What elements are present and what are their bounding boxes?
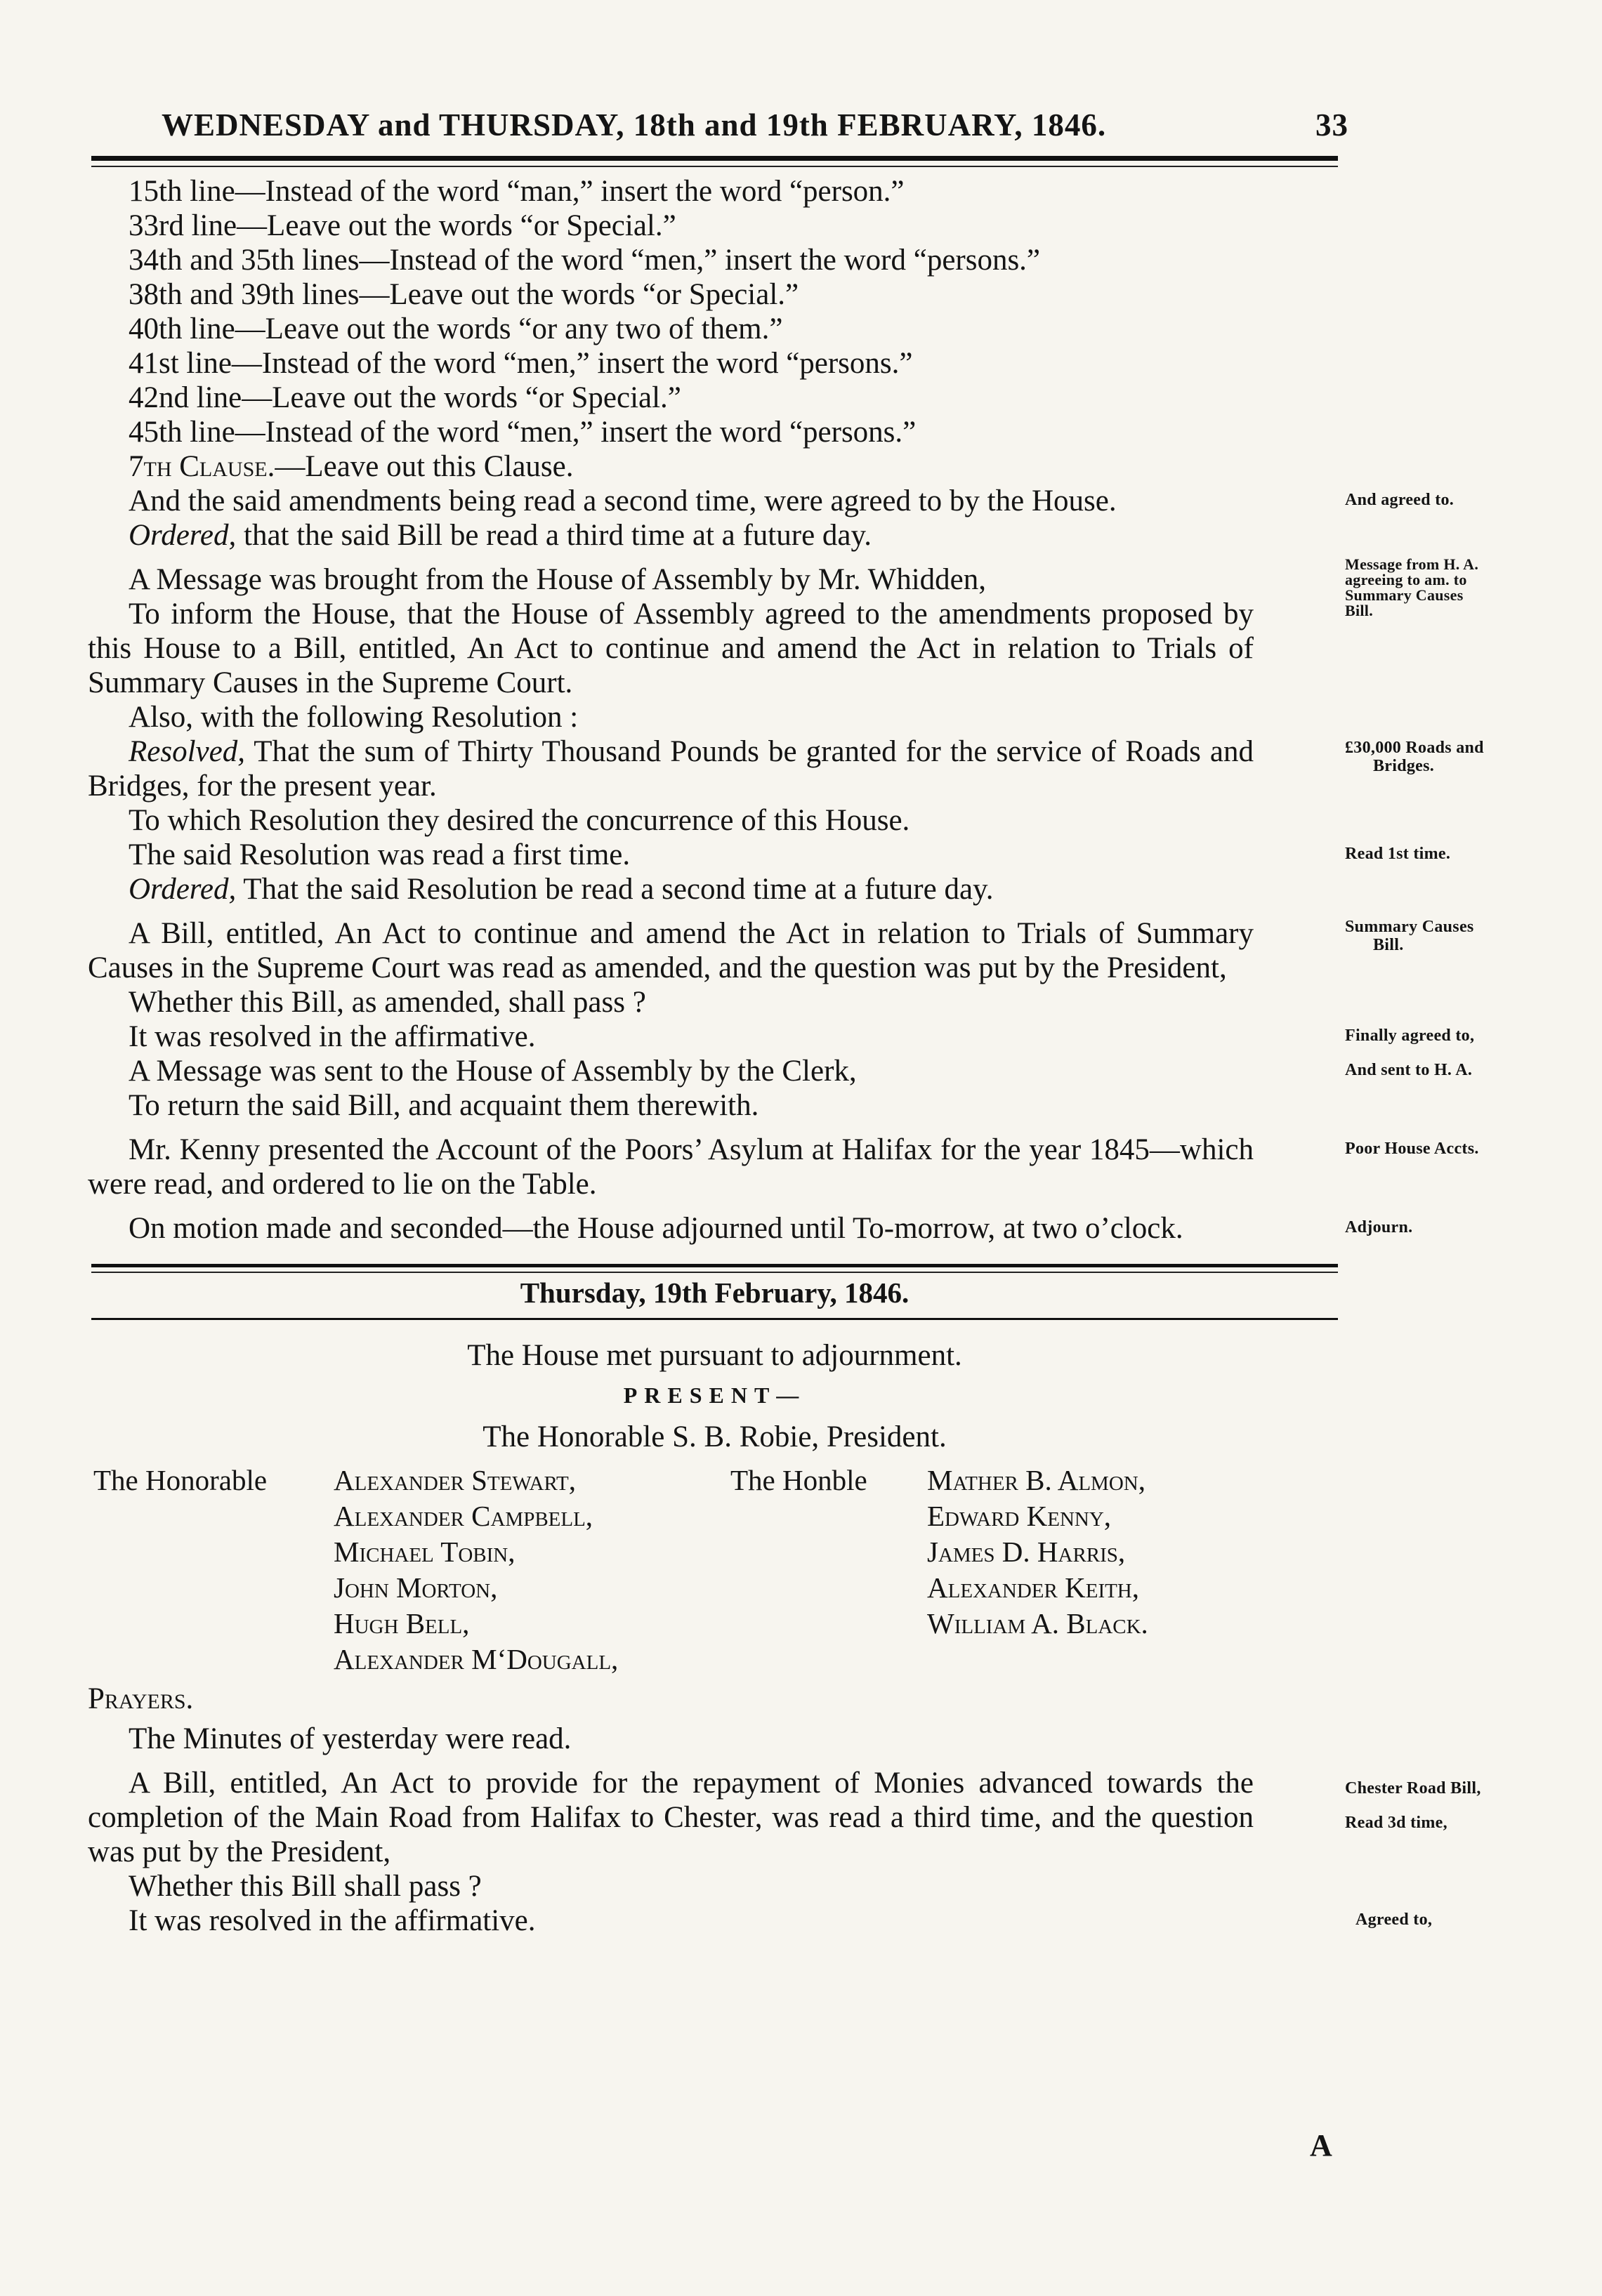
- margin-note: And sent to H. A.: [1345, 1061, 1473, 1079]
- paragraph-text: A Message was sent to the House of Assembly by the Clerk,: [129, 1055, 857, 1088]
- margin-line: Bridges.: [1373, 757, 1435, 775]
- paragraph-read-first: [88, 838, 1451, 872]
- member-name: Alexander Stewart,: [334, 1464, 577, 1496]
- section-title: Thursday, 19th February, 1846.: [520, 1276, 910, 1309]
- margin-line: Chester Road Bill,: [1345, 1779, 1481, 1797]
- members-lead-right: The Honble: [730, 1464, 867, 1496]
- prayers: Prayers.: [88, 1682, 194, 1715]
- paragraph-text: A Bill, entitled, An Act to provide for the repayment of Monies advanced towards the completion of the Main Road from Halifax to Chester, was read a third time, and the question was put by the President,: [88, 1767, 1254, 1868]
- member-name: Alexander M‘Dougall,: [334, 1643, 619, 1675]
- ordered-label: Ordered,: [129, 873, 237, 906]
- amendment-line: 33rd line—Leave out the words “or Special.”: [129, 209, 676, 242]
- margin-note: Read 1st time.: [1345, 845, 1451, 863]
- paragraph-text: A Message was brought from the House of Assembly by Mr. Whidden,: [129, 563, 986, 596]
- clause-label: 7th Clause.: [129, 450, 275, 483]
- member-name: John Morton,: [334, 1571, 498, 1604]
- catchword: A: [1310, 2128, 1332, 2163]
- amendment-line: 15th line—Instead of the word “man,” insert the word “person.”: [129, 175, 905, 208]
- paragraph-resolved-text: [88, 734, 1254, 803]
- present-heading: PRESENT—: [623, 1383, 806, 1408]
- paragraph-text: It was resolved in the affirmative.: [129, 1904, 536, 1937]
- page-body: [88, 174, 1484, 1938]
- margin-line: Summary Causes: [1345, 586, 1464, 604]
- member-name: Michael Tobin,: [334, 1536, 516, 1568]
- margin-note: [1345, 739, 1484, 775]
- paragraph-text: A Bill, entitled, An Act to continue and amend the Act in relation to Trials of Summary Causes in the Supreme Court was read as amended, and the question was put by the President,: [88, 917, 1254, 984]
- member-name: Edward Kenny,: [927, 1500, 1112, 1532]
- clause-text: —Leave out this Clause.: [275, 450, 574, 483]
- paragraph-message-from-assembly: [88, 555, 1479, 619]
- paragraph-adjourn: [88, 1211, 1413, 1246]
- margin-line: £30,000 Roads and: [1345, 739, 1484, 757]
- page-number: 33: [1315, 107, 1348, 143]
- header-title: WEDNESDAY and THURSDAY, 18th and 19th FEBRUARY, 1846.: [162, 107, 1107, 143]
- paragraph-return: To return the said Bill, and acquaint them therewith.: [129, 1089, 759, 1122]
- margin-note: [1345, 557, 1478, 619]
- paragraph-text: The said Resolution was read a first time.: [129, 838, 631, 871]
- margin-line: Bill.: [1345, 602, 1374, 619]
- amendment-line: 42nd line—Leave out the words “or Special.”: [129, 381, 681, 414]
- paragraph-whether: Whether this Bill, as amended, shall pass ?: [129, 986, 646, 1019]
- margin-line: Message from H. A.: [1345, 555, 1479, 573]
- members-column-left: [334, 1463, 618, 1677]
- paragraph-minutes: The Minutes of yesterday were read.: [129, 1722, 572, 1755]
- margin-line: Summary Causes: [1345, 918, 1474, 936]
- house-met: The House met pursuant to adjournment.: [467, 1339, 962, 1372]
- margin-note: Finally agreed to,: [1345, 1027, 1475, 1045]
- president-text: The Honorable S. B. Robie, President.: [482, 1420, 947, 1453]
- margin-line: Read 3d time,: [1345, 1814, 1447, 1832]
- header-rule-thin: [91, 166, 1338, 167]
- paragraph-resolved-affirmative-2: [88, 1904, 1433, 1938]
- member-name: William A. Black.: [927, 1607, 1148, 1639]
- section-rule-bottom: [91, 1318, 1338, 1320]
- paragraph-message-sent: [88, 1054, 1473, 1088]
- paragraph-amendments-agreed: [88, 484, 1455, 518]
- paragraph-text: It was resolved in the affirmative.: [129, 1020, 536, 1053]
- margin-note: Poor House Accts.: [1345, 1140, 1479, 1158]
- ordered-label: Ordered,: [129, 519, 237, 552]
- resolved-label: Resolved,: [129, 735, 245, 768]
- member-name: Hugh Bell,: [334, 1607, 470, 1639]
- paragraph-text: That the said Resolution be read a second time at a future day.: [236, 873, 994, 906]
- amendment-line: 38th and 39th lines—Leave out the words “or Special.”: [129, 278, 799, 311]
- member-name: Mather B. Almon,: [927, 1464, 1145, 1496]
- margin-note: [1345, 918, 1474, 954]
- margin-note: Agreed to,: [1355, 1911, 1433, 1929]
- paragraph-ordered-second: [88, 872, 1341, 906]
- paragraph-kenny: [88, 1133, 1479, 1201]
- paragraph-text: Mr. Kenny presented the Account of the Poors’ Asylum at Halifax for the year 1845—which were read, and ordered to lie on the Table.: [88, 1133, 1254, 1201]
- paragraph-whether-2: Whether this Bill shall pass ?: [129, 1870, 482, 1903]
- amendment-line: 45th line—Instead of the word “men,” insert the word “persons.”: [129, 416, 917, 449]
- members-lead-left: The Honorable: [93, 1464, 268, 1496]
- header-rule: [91, 156, 1338, 161]
- paragraph-resolved: [88, 734, 1484, 803]
- amendment-line: 34th and 35th lines—Instead of the word “men,” insert the word “persons.”: [129, 244, 1041, 277]
- paragraph-text: On motion made and seconded—the House adjourned until To-morrow, at two o’clock.: [129, 1212, 1183, 1245]
- paragraph-text: That the sum of Thirty Thousand Pounds be granted for the service of Roads and Bridges, for the present year.: [88, 735, 1254, 803]
- margin-note: And agreed to.: [1345, 491, 1455, 509]
- paragraph-summary-bill: [88, 916, 1474, 985]
- paragraph-also: Also, with the following Resolution :: [129, 701, 579, 734]
- amendment-line: 41st line—Instead of the word “men,” insert the word “persons.”: [129, 347, 913, 380]
- paragraph-ordered-third: [88, 518, 1341, 553]
- margin-line: Bill.: [1373, 936, 1404, 954]
- paragraph-chester-bill: [88, 1766, 1481, 1869]
- running-header: [162, 107, 1348, 143]
- paragraph-resolved-affirmative: [88, 1020, 1475, 1054]
- president-line: [88, 1420, 1341, 1454]
- clause-seven: [88, 449, 1341, 484]
- members-column-right: [927, 1463, 1148, 1642]
- section-rule: [91, 1264, 1338, 1267]
- margin-note: [1345, 1772, 1481, 1840]
- paragraph-text: And the said amendments being read a second time, were agreed to by the House.: [129, 484, 1117, 517]
- margin-line: agreeing to am. to: [1345, 571, 1467, 588]
- paragraph-inform: To inform the House, that the House of Assembly agreed to the amendments proposed by this House to a Bill, entitled, An Act to continue and amend the Act in relation to Trials of Summary Causes in the Supreme Court.: [88, 598, 1254, 699]
- members-list: [88, 1463, 1341, 1677]
- member-name: Alexander Keith,: [927, 1571, 1140, 1604]
- member-name: Alexander Campbell,: [334, 1500, 593, 1532]
- member-name: James D. Harris,: [927, 1536, 1126, 1568]
- paragraph-concurrence: To which Resolution they desired the concurrence of this House.: [129, 804, 910, 837]
- amendment-line: 40th line—Leave out the words “or any two of them.”: [129, 312, 783, 345]
- margin-note: Adjourn.: [1345, 1218, 1413, 1236]
- paragraph-text: that the said Bill be read a third time at a future day.: [236, 519, 872, 552]
